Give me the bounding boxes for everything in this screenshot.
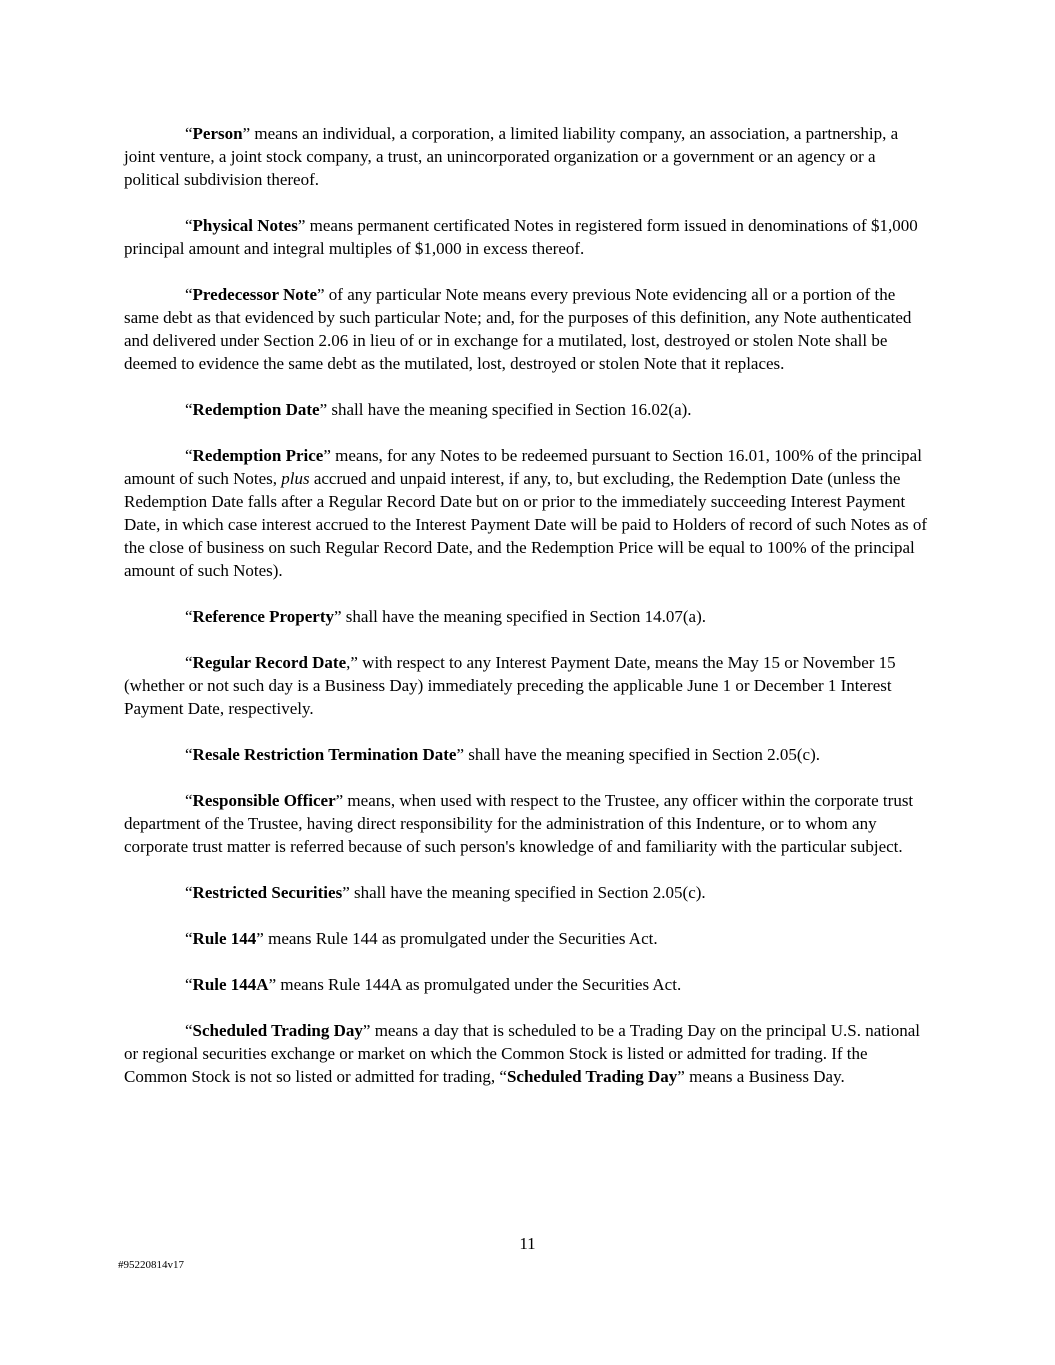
body-text: ” shall have the meaning specified in Section 14.07(a).: [333, 607, 706, 626]
body-text: ” shall have the meaning specified in Section 2.05(c).: [342, 883, 706, 902]
definition-paragraph: [124, 973, 930, 996]
defined-term: Scheduled Trading Day: [506, 1067, 678, 1086]
definition-paragraph: [124, 214, 930, 260]
body-text: “: [185, 883, 193, 902]
definition-paragraph: [124, 122, 930, 191]
defined-term: Resale Restriction Termination Date: [192, 745, 457, 764]
definition-paragraph: [124, 743, 930, 766]
definition-paragraph: [124, 398, 930, 421]
body-text: “: [185, 1021, 193, 1040]
defined-term: Restricted Securities: [192, 883, 343, 902]
body-text: ” means permanent certificated Notes in registered form issued in denominations of $1,000 principal amount and integral multiples of $1,000 in excess thereof.: [124, 216, 918, 258]
body-text: “: [185, 791, 193, 810]
body-text: ,” with respect to any Interest Payment Date, means the May 15 or November 15 (whether or not such day is a Business Day) immediately preceding the applicable June 1 or December 1 Interest Payment Date, respectively.: [124, 653, 896, 718]
body-text: “: [185, 653, 193, 672]
body-text: accrued and unpaid interest, if any, to, but excluding, the Redemption Date (unless the Redemption Date falls after a Regular Record Date but on or prior to the immediately succeeding Interest Payment Date, in which case interest accrued to the Interest Payment Date will be paid to Holders of record of such Notes as of the close of business on such Regular Record Date, and the Redemption Price will be equal to 100% of the principal amount of such Notes).: [124, 469, 927, 580]
body-text: ” means a Business Day.: [677, 1067, 845, 1086]
defined-term: Rule 144A: [192, 975, 269, 994]
defined-term: Rule 144: [192, 929, 257, 948]
body-text: ” shall have the meaning specified in Section 2.05(c).: [456, 745, 820, 764]
body-text: ” means a day that is scheduled to be a Trading Day on the principal U.S. national or regional securities exchange or market on which the Common Stock is listed or admitted for trading. If the Common Stock is not so listed or admitted for trading, “: [124, 1021, 921, 1086]
definition-paragraph: [124, 881, 930, 904]
definition-paragraph: [124, 651, 930, 720]
body-text: “: [185, 975, 193, 994]
definition-paragraph: [124, 1019, 930, 1088]
body-text: ” of any particular Note means every previous Note evidencing all or a portion of the same debt as that evidenced by such particular Note; and, for the purposes of this definition, any Note authenticated and delivered under Section 2.06 in lieu of or in exchange for a mutilated, lost, destroyed or stolen Note shall be deemed to evidence the same debt as the mutilated, lost, destroyed or stolen Note that it replaces.: [124, 285, 912, 373]
body-text: “: [185, 400, 193, 419]
body-text: ” means an individual, a corporation, a limited liability company, an association, a partnership, a joint venture, a joint stock company, a trust, an unincorporated organization or a government or an agency or a political subdivision thereof.: [124, 124, 899, 189]
italic-text: plus: [281, 469, 310, 488]
defined-term: Predecessor Note: [192, 285, 318, 304]
defined-term: Responsible Officer: [192, 791, 336, 810]
body-text: “: [185, 124, 193, 143]
definition-paragraph: [124, 605, 930, 628]
definition-paragraph: [124, 283, 930, 375]
body-text: “: [185, 607, 193, 626]
body-text: ” means, for any Notes to be redeemed pursuant to Section 16.01, 100% of the principal amount of such Notes,: [124, 446, 922, 488]
body-text: “: [185, 446, 193, 465]
defined-term: Person: [192, 124, 243, 143]
body-text: “: [185, 929, 193, 948]
defined-term: Reference Property: [192, 607, 334, 626]
body-text: “: [185, 285, 193, 304]
defined-term: Regular Record Date: [192, 653, 347, 672]
body-text: ” means, when used with respect to the Trustee, any officer within the corporate trust department of the Trustee, having direct responsibility for the administration of this Indenture, or to whom any corporate trust matter is referred because of such person's knowledge of and familiarity with the particular subject.: [124, 791, 914, 856]
document-id-footnote: #95220814v17: [118, 1259, 184, 1271]
body-text: ” shall have the meaning specified in Section 16.02(a).: [319, 400, 692, 419]
body-text: “: [185, 216, 193, 235]
body-text: “: [185, 745, 193, 764]
defined-term: Physical Notes: [192, 216, 298, 235]
body-text: ” means Rule 144A as promulgated under the Securities Act.: [268, 975, 682, 994]
page-number: 11: [519, 1234, 536, 1253]
definition-paragraph: [124, 927, 930, 950]
defined-term: Scheduled Trading Day: [192, 1021, 363, 1040]
defined-term: Redemption Date: [192, 400, 320, 419]
definition-paragraph: [124, 444, 930, 582]
document-body: [124, 122, 930, 1088]
definition-paragraph: [124, 789, 930, 858]
defined-term: Redemption Price: [192, 446, 324, 465]
body-text: ” means Rule 144 as promulgated under the Securities Act.: [256, 929, 658, 948]
